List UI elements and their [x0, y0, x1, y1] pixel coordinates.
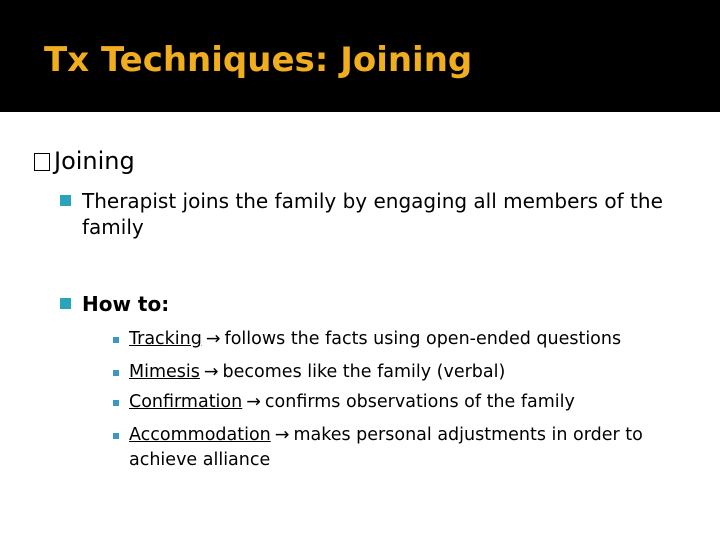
technique-description: confirms observations of the family: [264, 392, 575, 412]
point-text: How to:: [82, 292, 170, 316]
technique-item: [113, 360, 683, 385]
technique-item: [113, 327, 683, 352]
small-square-bullet-icon: [113, 370, 119, 376]
technique-description: follows the facts using open-ended questions: [224, 329, 622, 349]
slide-title: Tx Techniques: Joining: [44, 40, 473, 80]
square-bullet-icon: [60, 298, 71, 309]
arrow-right-icon: →: [203, 362, 219, 382]
small-square-bullet-icon: [113, 400, 119, 406]
technique-term: Accommodation: [129, 425, 271, 445]
square-bullet-icon: [60, 195, 71, 206]
arrow-right-icon: →: [246, 392, 261, 412]
arrow-right-icon: →: [205, 329, 221, 349]
arrow-right-icon: →: [274, 425, 290, 445]
technique-term: Confirmation: [129, 392, 243, 412]
technique-description: becomes like the family (verbal): [222, 362, 506, 382]
technique-item: [113, 423, 683, 473]
missing-glyph-icon: [34, 153, 50, 171]
small-square-bullet-icon: [113, 433, 119, 439]
point-how-to: [60, 291, 680, 317]
technique-item: [113, 390, 683, 415]
technique-term: Mimesis: [129, 362, 200, 382]
point-therapist-joins: [60, 188, 680, 240]
technique-description: makes personal adjustments in order to achieve alliance: [129, 425, 643, 470]
heading-text: Joining: [54, 147, 135, 175]
heading-bullet: [34, 146, 135, 176]
small-square-bullet-icon: [113, 337, 119, 343]
point-text: Therapist joins the family by engaging all members of the family: [82, 189, 663, 239]
technique-term: Tracking: [129, 329, 202, 349]
